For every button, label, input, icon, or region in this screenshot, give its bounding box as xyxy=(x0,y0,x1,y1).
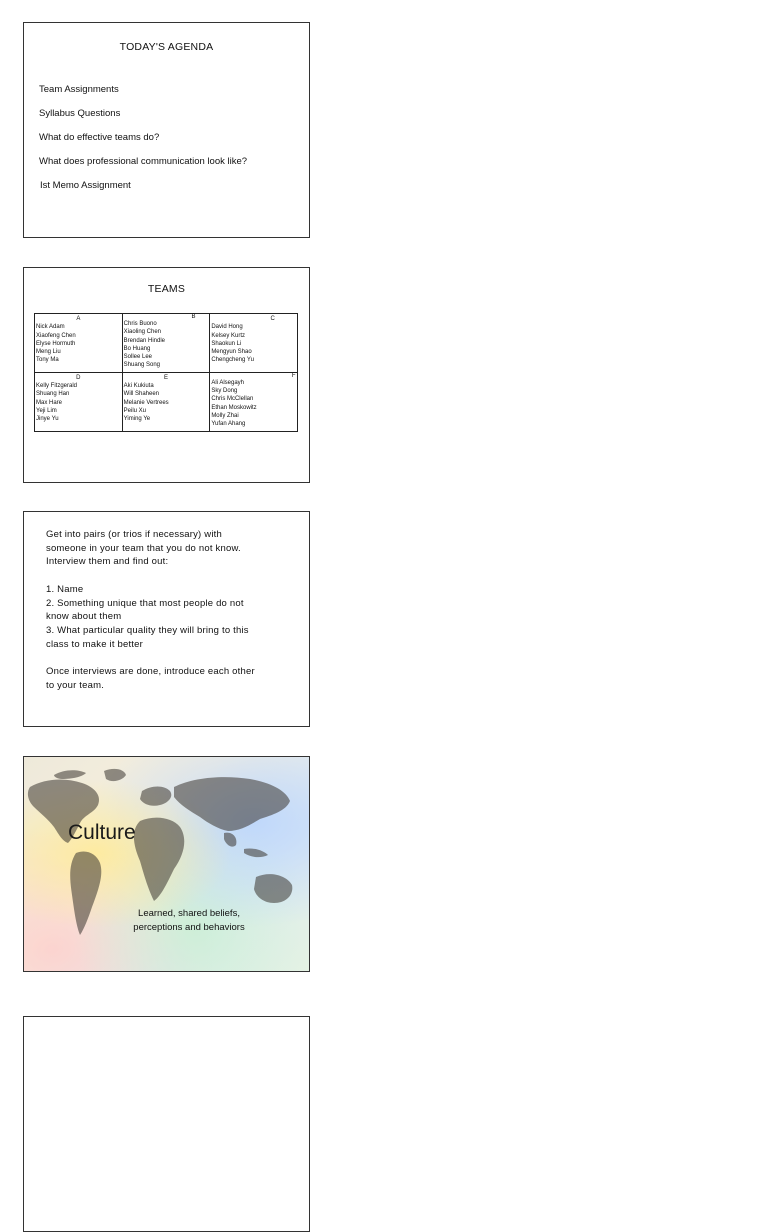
team-cell-c xyxy=(210,314,298,373)
table-row xyxy=(35,314,298,373)
agenda-item: What do effective teams do? xyxy=(39,132,160,143)
culture-subtitle: Learned, shared beliefs, perceptions and behaviors xyxy=(133,908,245,933)
agenda-item: Syllabus Questions xyxy=(39,108,121,119)
team-members: Kelly Fitzgerald Shuang Han Max Hare Yeji Lim Jinye Yu xyxy=(36,383,78,423)
team-cell-f xyxy=(210,372,298,431)
team-members: David Hong Kelsey Kurtz Shaokun Li Mengyun Shao Chengcheng Yu xyxy=(211,324,254,364)
team-cell-a xyxy=(35,314,123,373)
team-label: E xyxy=(163,374,168,381)
team-members: Aki Kukiuta Will Shaheen Melanie Vertrees Peilu Xu Yiming Ye xyxy=(123,383,169,423)
team-label: F xyxy=(291,372,296,379)
team-cell-e xyxy=(122,372,210,431)
agenda-item: Ist Memo Assignment xyxy=(40,180,131,191)
team-label: C xyxy=(270,316,275,322)
team-cell-d xyxy=(35,372,123,431)
agenda-title: TODAY'S AGENDA xyxy=(119,41,214,53)
next-slide-partial xyxy=(23,1016,310,1232)
culture-title: Culture xyxy=(68,821,136,844)
agenda-slide xyxy=(23,22,310,238)
world-map-image xyxy=(24,757,310,972)
agenda-item: What does professional communication look like? xyxy=(39,156,248,167)
agenda-item: Team Assignments xyxy=(39,84,119,95)
team-label: A xyxy=(76,316,81,322)
teams-table xyxy=(34,313,298,432)
team-cell-b xyxy=(122,314,210,373)
culture-slide xyxy=(23,756,310,972)
team-label: B xyxy=(191,314,196,320)
team-members: Chris Buono Xiaoling Chen Brendan Hindle Bo Huang Sollee Lee Shuang Song xyxy=(123,321,166,369)
teams-title: TEAMS xyxy=(147,283,186,295)
team-members: Nick Adam Xiaofeng Chen Elyse Hormuth Meng Liu Tony Ma xyxy=(36,324,76,364)
table-row xyxy=(35,372,298,431)
pairs-slide xyxy=(23,511,310,727)
team-members: Ali Alsegayh Sky Dong Chris McClellan Ethan Moskowitz Molly Zhai Yufan Ahang xyxy=(211,379,257,428)
pairs-instructions: Get into pairs (or trios if necessary) with someone in your team that you do not know. Interview them and find out: 1. Name 2. Something unique that most people do not know about them 3. What particular quality they will bring to this class to make it better Once interviews are done, introduce each other to your team. xyxy=(46,529,255,691)
agenda-list xyxy=(39,84,247,204)
team-label: D xyxy=(76,374,81,381)
teams-slide xyxy=(23,267,310,483)
